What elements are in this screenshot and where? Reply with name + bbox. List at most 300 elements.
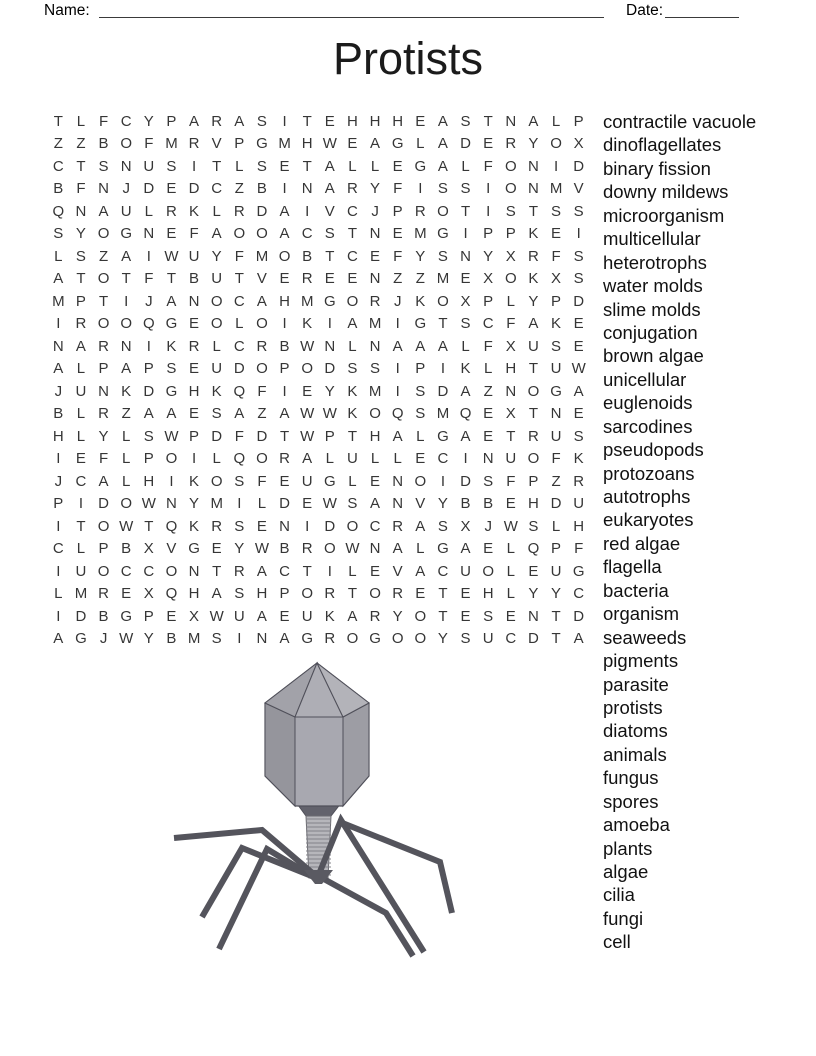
word-list-item: microorganism — [603, 204, 725, 226]
word-list-item: fungus — [603, 767, 659, 789]
grid-letter: A — [392, 427, 403, 445]
grid-letter: T — [76, 157, 86, 175]
grid-letter: I — [418, 180, 423, 198]
grid-letter: I — [78, 495, 84, 513]
grid-letter: E — [279, 607, 290, 625]
grid-letter: Y — [189, 495, 200, 513]
grid-letter: W — [300, 405, 315, 423]
grid-letter: G — [414, 315, 427, 333]
grid-letter: R — [98, 337, 109, 355]
grid-letter: L — [54, 247, 63, 265]
grid-letter: T — [212, 157, 222, 175]
grid-letter: W — [164, 427, 179, 445]
grid-letter: E — [347, 135, 358, 153]
grid-letter: O — [278, 247, 291, 265]
grid-letter: O — [504, 180, 517, 198]
grid-letter: W — [119, 630, 134, 648]
grid-letter: M — [74, 585, 88, 603]
grid-letter: P — [75, 292, 86, 310]
grid-letter: I — [282, 382, 287, 400]
grid-letter: P — [551, 540, 562, 558]
grid-letter: O — [210, 292, 223, 310]
word-list-item: protists — [603, 696, 663, 718]
grid-letter: O — [437, 292, 449, 310]
grid-letter: R — [369, 292, 381, 310]
grid-letter: D — [188, 180, 200, 198]
grid-letter: N — [505, 382, 517, 400]
word-list-item: eukaryotes — [603, 509, 694, 531]
grid-letter: E — [211, 540, 222, 558]
grid-letter: K — [528, 225, 539, 243]
grid-letter: T — [121, 270, 131, 288]
grid-letter: A — [98, 472, 109, 490]
grid-letter: F — [483, 337, 493, 355]
grid-letter: S — [551, 202, 562, 220]
grid-letter: W — [300, 427, 315, 445]
grid-letter: Y — [528, 292, 539, 310]
grid-letter: E — [302, 382, 313, 400]
grid-letter: H — [369, 427, 381, 445]
grid-letter: N — [301, 180, 313, 198]
grid-letter: D — [573, 157, 585, 175]
grid-letter: D — [460, 472, 471, 490]
grid-letter: L — [506, 540, 515, 558]
grid-letter: A — [392, 540, 403, 558]
grid-letter: V — [166, 540, 177, 558]
grid-letter: S — [256, 157, 267, 175]
grid-letter: T — [460, 202, 471, 220]
grid-letter: I — [576, 225, 581, 243]
grid-letter: E — [415, 450, 426, 468]
grid-letter: L — [506, 562, 515, 580]
grid-letter: A — [166, 405, 177, 423]
grid-letter: O — [482, 562, 495, 580]
grid-letter: G — [323, 292, 336, 310]
grid-letter: I — [395, 382, 400, 400]
grid-letter: Y — [415, 247, 426, 265]
grid-letter: O — [120, 135, 133, 153]
grid-letter: O — [301, 585, 314, 603]
grid-letter: I — [124, 292, 129, 310]
grid-letter: S — [211, 630, 222, 648]
grid-letter: O — [210, 472, 223, 490]
grid-letter: N — [528, 180, 539, 198]
grid-letter: L — [212, 337, 221, 355]
grid-letter: N — [460, 247, 471, 265]
word-list-item: slime molds — [603, 298, 701, 320]
grid-letter: I — [56, 562, 61, 580]
grid-letter: E — [189, 360, 200, 378]
grid-letter: L — [416, 540, 425, 558]
grid-letter: Q — [142, 315, 155, 333]
date-blank-line — [665, 0, 739, 18]
grid-letter: V — [324, 202, 335, 220]
grid-letter: W — [164, 247, 179, 265]
grid-letter: I — [146, 247, 151, 265]
grid-letter: A — [121, 247, 132, 265]
grid-letter: H — [528, 495, 539, 513]
grid-letter: N — [188, 562, 200, 580]
grid-letter: E — [347, 270, 358, 288]
grid-letter: F — [551, 247, 561, 265]
grid-letter: L — [122, 472, 131, 490]
grid-letter: M — [368, 315, 382, 333]
grid-letter: C — [233, 292, 245, 310]
grid-letter: C — [120, 112, 132, 130]
grid-letter: N — [120, 337, 132, 355]
grid-letter: A — [460, 382, 471, 400]
grid-letter: O — [346, 517, 359, 535]
grid-letter: P — [279, 360, 290, 378]
grid-letter: I — [463, 225, 468, 243]
grid-letter: A — [279, 225, 290, 243]
grid-letter: S — [415, 382, 426, 400]
grid-letter: N — [505, 112, 517, 130]
grid-letter: N — [369, 270, 381, 288]
date-label: Date: — [626, 2, 664, 19]
grid-letter: S — [505, 202, 516, 220]
grid-letter: L — [484, 360, 493, 378]
grid-letter: O — [165, 562, 178, 580]
grid-letter: E — [121, 585, 132, 603]
grid-letter: J — [54, 382, 63, 400]
grid-letter: E — [370, 562, 381, 580]
grid-letter: Z — [257, 405, 267, 423]
grid-letter: P — [324, 427, 335, 445]
grid-letter: A — [370, 135, 381, 153]
grid-letter: E — [460, 270, 471, 288]
grid-letter: H — [301, 135, 313, 153]
grid-letter: L — [76, 405, 86, 423]
grid-letter: S — [483, 607, 494, 625]
grid-letter: P — [483, 225, 494, 243]
grid-letter: K — [460, 360, 471, 378]
word-list-item: amoeba — [603, 814, 670, 836]
grid-letter: Y — [437, 495, 448, 513]
grid-letter: A — [75, 337, 86, 355]
grid-letter: S — [415, 405, 426, 423]
grid-letter: G — [120, 607, 133, 625]
grid-letter: T — [438, 315, 448, 333]
grid-letter: T — [76, 270, 86, 288]
grid-letter: L — [551, 112, 561, 130]
grid-letter: H — [482, 585, 494, 603]
grid-letter: N — [256, 630, 268, 648]
grid-letter: I — [282, 180, 287, 198]
grid-letter: J — [145, 292, 153, 310]
grid-letter: I — [440, 472, 446, 490]
grid-letter: U — [211, 360, 223, 378]
word-list-item: seaweeds — [603, 626, 687, 648]
grid-letter: C — [482, 315, 494, 333]
grid-letter: I — [553, 157, 559, 175]
grid-letter: K — [573, 450, 584, 468]
grid-letter: O — [391, 630, 404, 648]
grid-letter: M — [165, 135, 178, 153]
grid-letter: T — [302, 157, 312, 175]
grid-letter: A — [234, 112, 245, 130]
grid-letter: E — [415, 112, 426, 130]
grid-letter: B — [166, 630, 177, 648]
grid-letter: A — [370, 495, 381, 513]
word-list-item: parasite — [603, 673, 669, 695]
grid-letter: C — [52, 157, 64, 175]
grid-letter: H — [52, 427, 64, 445]
grid-letter: E — [324, 112, 335, 130]
grid-letter: E — [505, 607, 516, 625]
grid-letter: O — [369, 405, 381, 423]
grid-letter: W — [322, 495, 337, 513]
grid-letter: M — [210, 495, 223, 513]
grid-letter: S — [437, 180, 448, 198]
grid-letter: X — [551, 270, 562, 288]
grid-letter: T — [506, 427, 516, 445]
grid-letter: T — [438, 607, 448, 625]
grid-letter: F — [574, 540, 584, 558]
grid-letter: D — [211, 427, 223, 445]
grid-letter: Z — [53, 135, 63, 153]
grid-letter: N — [166, 495, 177, 513]
grid-letter: L — [235, 315, 244, 333]
grid-letter: L — [122, 427, 131, 445]
grid-letter: W — [571, 360, 586, 378]
grid-letter: V — [211, 135, 222, 153]
grid-letter: L — [416, 427, 425, 445]
grid-letter: V — [256, 270, 267, 288]
grid-letter: F — [257, 472, 267, 490]
grid-letter: P — [143, 450, 154, 468]
grid-letter: L — [76, 540, 86, 558]
grid-letter: E — [392, 225, 403, 243]
grid-letter: D — [256, 202, 268, 220]
grid-letter: A — [437, 337, 448, 355]
grid-letter: A — [53, 630, 64, 648]
grid-letter: T — [166, 270, 177, 288]
grid-letter: B — [189, 270, 200, 288]
grid-letter: U — [505, 450, 517, 468]
grid-letter: L — [506, 292, 515, 310]
grid-letter: I — [146, 337, 151, 355]
word-list-item: fungi — [603, 907, 644, 929]
grid-letter: R — [301, 270, 313, 288]
grid-letter: B — [302, 247, 313, 265]
grid-letter: S — [98, 157, 109, 175]
grid-letter: O — [97, 562, 110, 580]
grid-letter: E — [189, 315, 200, 333]
grid-letter: S — [573, 202, 584, 220]
grid-letter: B — [279, 540, 290, 558]
grid-letter: G — [120, 225, 133, 243]
name-label: Name: — [44, 2, 90, 19]
grid-letter: O — [97, 517, 110, 535]
grid-letter: E — [415, 585, 426, 603]
grid-letter: Z — [415, 270, 425, 288]
grid-letter: Z — [234, 180, 244, 198]
word-list-item: protozoans — [603, 462, 695, 484]
grid-letter: G — [369, 630, 381, 648]
grid-letter: Y — [75, 225, 86, 243]
grid-letter: R — [211, 112, 223, 130]
grid-letter: E — [392, 157, 403, 175]
grid-letter: A — [143, 405, 154, 423]
grid-letter: R — [414, 202, 426, 220]
grid-letter: T — [528, 202, 539, 220]
grid-letter: E — [279, 157, 290, 175]
word-list-item: binary fission — [603, 157, 711, 179]
grid-letter: M — [300, 292, 314, 310]
grid-letter: L — [506, 585, 515, 603]
grid-letter: S — [143, 427, 154, 445]
grid-letter: Z — [121, 405, 131, 423]
grid-letter: P — [279, 585, 290, 603]
phage-head-left-face — [265, 703, 295, 806]
grid-letter: Q — [459, 405, 472, 423]
word-list — [603, 110, 756, 954]
grid-letter: T — [528, 360, 539, 378]
grid-letter: P — [415, 360, 426, 378]
grid-letter: M — [549, 180, 563, 198]
grid-letter: O — [346, 630, 359, 648]
word-list-item: plants — [603, 837, 653, 859]
grid-letter: J — [122, 180, 130, 198]
grid-letter: S — [460, 630, 471, 648]
grid-letter: E — [166, 180, 177, 198]
grid-letter: I — [486, 180, 491, 198]
grid-letter: H — [188, 382, 200, 400]
grid-letter: M — [436, 405, 450, 423]
grid-letter: G — [323, 472, 336, 490]
grid-letter: Y — [528, 135, 539, 153]
grid-letter: G — [550, 382, 562, 400]
grid-letter: R — [98, 585, 109, 603]
grid-letter: F — [234, 247, 244, 265]
grid-letter: E — [483, 135, 494, 153]
grid-letter: C — [437, 562, 449, 580]
grid-letter: X — [505, 405, 516, 423]
grid-letter: O — [97, 315, 110, 333]
grid-letter: O — [437, 202, 449, 220]
grid-letter: F — [257, 382, 267, 400]
grid-letter: Y — [324, 382, 335, 400]
grid-letter: E — [483, 405, 494, 423]
grid-letter: K — [528, 270, 539, 288]
grid-letter: T — [76, 517, 86, 535]
grid-letter: S — [483, 472, 494, 490]
grid-letter: N — [369, 337, 381, 355]
grid-letter: K — [189, 517, 200, 535]
grid-letter: G — [391, 135, 404, 153]
grid-letter: D — [324, 360, 336, 378]
grid-letter: A — [211, 225, 222, 243]
grid-letter: A — [347, 607, 358, 625]
grid-letter: S — [234, 517, 245, 535]
grid-letter: F — [551, 450, 561, 468]
grid-letter: G — [301, 630, 314, 648]
grid-letter: A — [347, 315, 358, 333]
grid-letter: N — [392, 495, 404, 513]
grid-letter: A — [415, 337, 426, 355]
grid-letter: I — [282, 112, 287, 130]
word-list-item: contractile vacuole — [603, 111, 757, 132]
grid-letter: B — [98, 135, 109, 153]
grid-letter: H — [256, 585, 268, 603]
grid-letter: P — [143, 360, 154, 378]
grid-letter: W — [503, 517, 518, 535]
grid-letter: R — [75, 315, 87, 333]
grid-letter: A — [279, 630, 290, 648]
grid-letter: A — [279, 202, 290, 220]
grid-letter: A — [234, 405, 245, 423]
grid-letter: T — [551, 630, 561, 648]
grid-letter: L — [325, 450, 334, 468]
grid-letter: D — [573, 607, 585, 625]
grid-letter: G — [437, 225, 449, 243]
grid-letter: Y — [392, 607, 403, 625]
grid-letter: D — [143, 180, 155, 198]
grid-letter: I — [169, 472, 174, 490]
grid-letter: P — [53, 495, 64, 513]
word-list-item: organism — [603, 603, 680, 625]
grid-letter: J — [484, 517, 492, 535]
grid-letter: Y — [437, 630, 448, 648]
grid-letter: O — [120, 315, 133, 333]
grid-letter: A — [437, 157, 448, 175]
grid-letter: S — [75, 247, 86, 265]
grid-letter: S — [460, 180, 471, 198]
grid-letter: R — [233, 202, 245, 220]
grid-letter: N — [143, 225, 155, 243]
grid-letter: T — [234, 270, 244, 288]
grid-letter: H — [369, 112, 381, 130]
grid-letter: L — [370, 157, 380, 175]
grid-letter: O — [210, 315, 223, 333]
word-list-item: dinoflagellates — [603, 134, 722, 156]
grid-letter: V — [392, 562, 403, 580]
grid-letter: U — [550, 360, 562, 378]
name-blank-line — [99, 0, 604, 18]
grid-letter: A — [437, 135, 448, 153]
grid-letter: D — [460, 135, 471, 153]
grid-letter: T — [279, 427, 290, 445]
grid-letter: Y — [234, 540, 245, 558]
grid-letter: N — [550, 405, 562, 423]
grid-letter: T — [528, 405, 539, 423]
grid-letter: B — [483, 495, 494, 513]
grid-letter: J — [393, 292, 402, 310]
grid-letter: R — [324, 585, 336, 603]
grid-letter: C — [279, 562, 290, 580]
grid-letter: M — [414, 225, 427, 243]
grid-letter: E — [483, 540, 494, 558]
word-list-item: pseudopods — [603, 439, 704, 461]
grid-letter: P — [392, 202, 403, 220]
grid-letter: D — [233, 360, 245, 378]
grid-letter: K — [347, 382, 358, 400]
grid-letter: U — [211, 270, 223, 288]
grid-letter: C — [211, 180, 223, 198]
grid-letter: K — [121, 382, 132, 400]
grid-letter: A — [528, 315, 539, 333]
grid-letter: A — [256, 562, 267, 580]
grid-letter: G — [188, 540, 200, 558]
grid-letter: O — [165, 450, 178, 468]
grid-letter: K — [189, 202, 200, 220]
grid-letter: H — [573, 517, 585, 535]
grid-letter: O — [256, 225, 268, 243]
grid-letter: I — [282, 315, 287, 333]
grid-letter: X — [505, 337, 516, 355]
grid-letter: A — [98, 202, 109, 220]
